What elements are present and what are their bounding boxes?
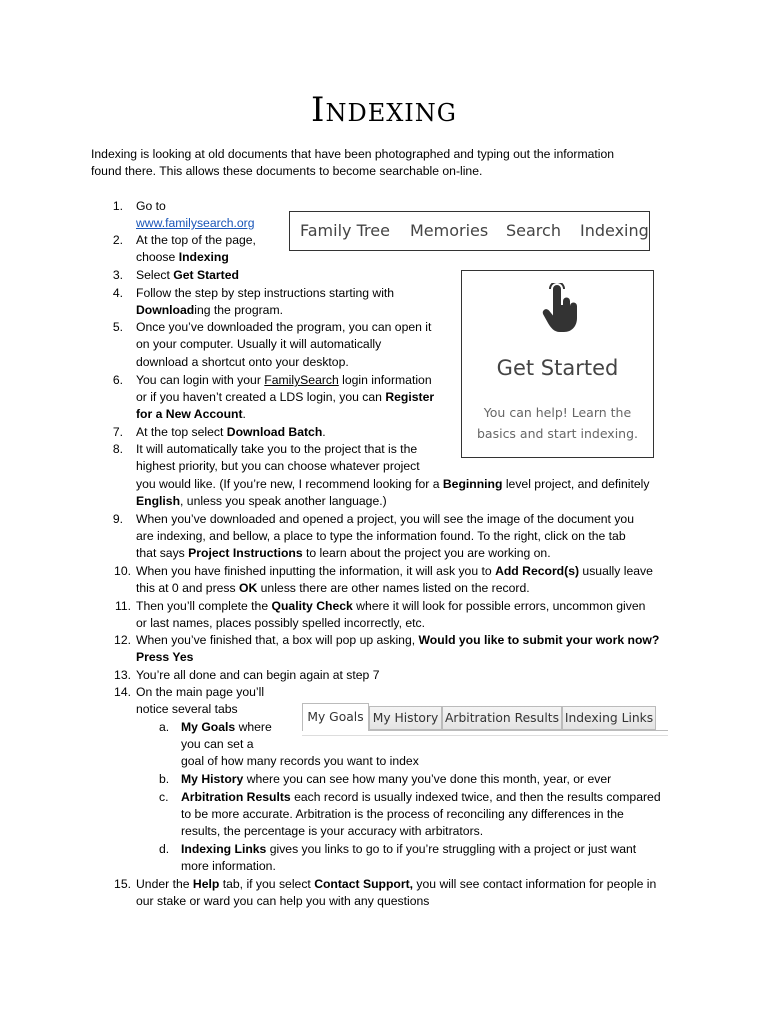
step-bold-term: Download xyxy=(136,303,195,317)
step-bold-term: Indexing xyxy=(178,250,229,264)
step-text-part: where it will look for possible errors, uncommon given xyxy=(352,599,646,613)
step-text-part: When you’ve finished that, a box will pop up asking, xyxy=(136,633,419,647)
sub-bold-term: Arbitration Results xyxy=(181,790,291,804)
nav-bar-screenshot xyxy=(289,211,650,251)
sub-text xyxy=(181,719,272,736)
step-text-part: ing the program. xyxy=(194,303,283,317)
step-text xyxy=(136,649,193,666)
pointing-hand-icon xyxy=(540,283,580,335)
step-bold-term: Beginning xyxy=(442,477,503,491)
step-text-part: At the top select xyxy=(136,425,227,439)
tab-my-goals: My Goals xyxy=(302,703,369,731)
step-text-part: you would like. (If you’re new, I recommend looking for a xyxy=(136,477,443,491)
step-number: 9. xyxy=(112,512,123,526)
step-number: 14. xyxy=(114,685,131,699)
step-text xyxy=(136,476,649,493)
sub-letter: a. xyxy=(159,720,170,734)
step-text: download a shortcut onto your desktop. xyxy=(136,355,349,369)
get-started-sub-line: You can help! Learn the xyxy=(483,405,632,420)
step-number: 2. xyxy=(112,233,123,247)
step-number: 6. xyxy=(112,373,123,387)
sub-text-part: where xyxy=(235,720,272,734)
familysearch-underlined: FamilySearch xyxy=(264,373,339,387)
step-bold-term: Project Instructions xyxy=(188,546,303,560)
step-text-part: to learn about the project you are working on. xyxy=(302,546,551,560)
step-text: are indexing, and bellow, a place to type the information found. To the right, click on the tab xyxy=(136,529,626,543)
sub-text-part: each record is usually indexed twice, and then the results compared xyxy=(290,790,661,804)
sub-letter: c. xyxy=(159,790,169,804)
sub-letter: d. xyxy=(159,842,170,856)
step-bold-term: Help xyxy=(192,877,220,891)
step-text: At the top of the page, xyxy=(136,233,256,247)
step-bold-term: Would you like to submit your work now? xyxy=(418,633,660,647)
step-text-part: Then you’ll complete the xyxy=(136,599,272,613)
step-text: highest priority, but you can choose whatever project xyxy=(136,459,420,473)
sub-text xyxy=(181,771,611,788)
sub-bold-term: Indexing Links xyxy=(181,842,267,856)
step-text xyxy=(136,598,645,615)
step-bold-term: Quality Check xyxy=(271,599,353,613)
step-text xyxy=(136,267,239,284)
step-number: 4. xyxy=(112,286,123,300)
step-text xyxy=(136,406,246,423)
step-text: Follow the step by step instructions starting with xyxy=(136,286,395,300)
step-number: 3. xyxy=(112,268,123,282)
step-number: 12. xyxy=(114,633,131,647)
nav-item-search: Search xyxy=(506,221,561,240)
step-bold-term: English xyxy=(136,494,181,508)
step-text: When you’ve downloaded and opened a project, you will see the image of the document you xyxy=(136,512,634,526)
step-text xyxy=(136,493,387,510)
get-started-subtitle xyxy=(462,402,653,444)
step-text-part: When you have finished inputting the information, it will ask you to xyxy=(136,564,496,578)
tabs-divider xyxy=(302,735,668,736)
step-number: 5. xyxy=(112,320,123,334)
step-text-part: login information xyxy=(338,373,432,387)
step-bold-term: OK xyxy=(238,581,258,595)
sub-text: you can set a xyxy=(181,737,254,751)
step-text-part: Select xyxy=(136,268,174,282)
step-bold-term: Get Started xyxy=(173,268,239,282)
step-text xyxy=(136,302,283,319)
sub-letter: b. xyxy=(159,772,170,786)
sub-text-part: where you can see how many you’ve done this month, year, or ever xyxy=(243,772,612,786)
sub-text xyxy=(181,841,636,858)
step-text-part: you will see contact information for people in xyxy=(413,877,657,891)
step-text-part: usually leave xyxy=(579,564,653,578)
step-text-part: unless there are other names listed on the record. xyxy=(257,581,530,595)
step-text xyxy=(136,249,229,266)
step-text-part: , unless you speak another language.) xyxy=(180,494,387,508)
tab-arbitration-results: Arbitration Results xyxy=(442,706,562,730)
step-bold-term: Press Yes xyxy=(136,650,194,664)
tabs-divider xyxy=(368,730,668,731)
indexing-tabs-screenshot xyxy=(302,703,668,737)
step-text: notice several tabs xyxy=(136,702,238,716)
step-number: 7. xyxy=(112,425,123,439)
sub-text xyxy=(181,789,661,806)
sub-text: goal of how many records you want to index xyxy=(181,754,419,768)
step-text: You’re all done and can begin again at step 7 xyxy=(136,668,380,682)
step-bold-term: for a New Account xyxy=(136,407,243,421)
step-text: It will automatically take you to the project that is the xyxy=(136,442,418,456)
step-bold-term: Register xyxy=(385,390,435,404)
step-text-part: level project, and definitely xyxy=(502,477,650,491)
step-text-part: You can login with your xyxy=(136,373,265,387)
step-text xyxy=(136,372,432,389)
step-bold-term: Contact Support, xyxy=(314,877,414,891)
sub-text-part: gives you links to go to if you’re struggling with a project or just want xyxy=(266,842,637,856)
step-text-part: . xyxy=(322,425,326,439)
step-text xyxy=(136,389,434,406)
step-text: Once you’ve downloaded the program, you can open it xyxy=(136,320,432,334)
step-text-part: choose xyxy=(136,250,179,264)
step-text-part: Under the xyxy=(136,877,193,891)
step-text: On the main page you’ll xyxy=(136,685,265,699)
sub-text: results, the percentage is your accuracy with arbitrators. xyxy=(181,824,484,838)
step-number: 13. xyxy=(114,668,131,682)
step-text-part: that says xyxy=(136,546,189,560)
get-started-title: Get Started xyxy=(496,356,619,380)
sub-text: more information. xyxy=(181,859,276,873)
page-title: Indexing xyxy=(311,90,457,130)
step-bold-term: Download Batch xyxy=(226,425,323,439)
step-text xyxy=(136,424,326,441)
nav-item-family-tree: Family Tree xyxy=(300,221,390,240)
sub-text: to be more accurate. Arbitration is the process of reconciling any differences in the xyxy=(181,807,624,821)
intro-line-1: Indexing is looking at old documents that have been photographed and typing out the information xyxy=(91,147,615,161)
step-number: 11. xyxy=(114,599,131,613)
step-text xyxy=(136,876,656,893)
intro-line-2: found there. This allows these documents to become searchable on-line. xyxy=(91,164,483,178)
tab-indexing-links: Indexing Links xyxy=(562,706,656,730)
step-text xyxy=(136,580,530,597)
step-text xyxy=(136,563,653,580)
nav-item-memories: Memories xyxy=(410,221,489,240)
step-number: 15. xyxy=(114,877,131,891)
step-text: or last names, places possibly spelled incorrectly, etc. xyxy=(136,616,426,630)
step-text-part: or if you haven’t created a LDS login, you can xyxy=(136,390,386,404)
sub-bold-term: My Goals xyxy=(181,720,236,734)
step-text-part: tab, if you select xyxy=(219,877,315,891)
step-bold-term: Add Record(s) xyxy=(495,564,580,578)
step-text xyxy=(136,632,659,649)
step-number: 8. xyxy=(112,442,123,456)
nav-item-indexing: Indexing xyxy=(580,221,649,240)
step-text-part: this at 0 and press xyxy=(136,581,239,595)
get-started-screenshot xyxy=(461,270,654,458)
step-text: on your computer. Usually it will automatically xyxy=(136,337,382,351)
sub-bold-term: My History xyxy=(181,772,244,786)
step-number: 10. xyxy=(114,564,131,578)
familysearch-link[interactable]: www.familysearch.org xyxy=(136,216,255,230)
step-text: our stake or ward you can help you with any questions xyxy=(136,894,430,908)
get-started-sub-line: basics and start indexing. xyxy=(476,426,639,441)
step-number: 1. xyxy=(112,199,123,213)
step-text-part: . xyxy=(242,407,246,421)
tab-my-history: My History xyxy=(369,706,442,730)
step-text xyxy=(136,545,551,562)
step-text: Go to xyxy=(136,199,166,213)
